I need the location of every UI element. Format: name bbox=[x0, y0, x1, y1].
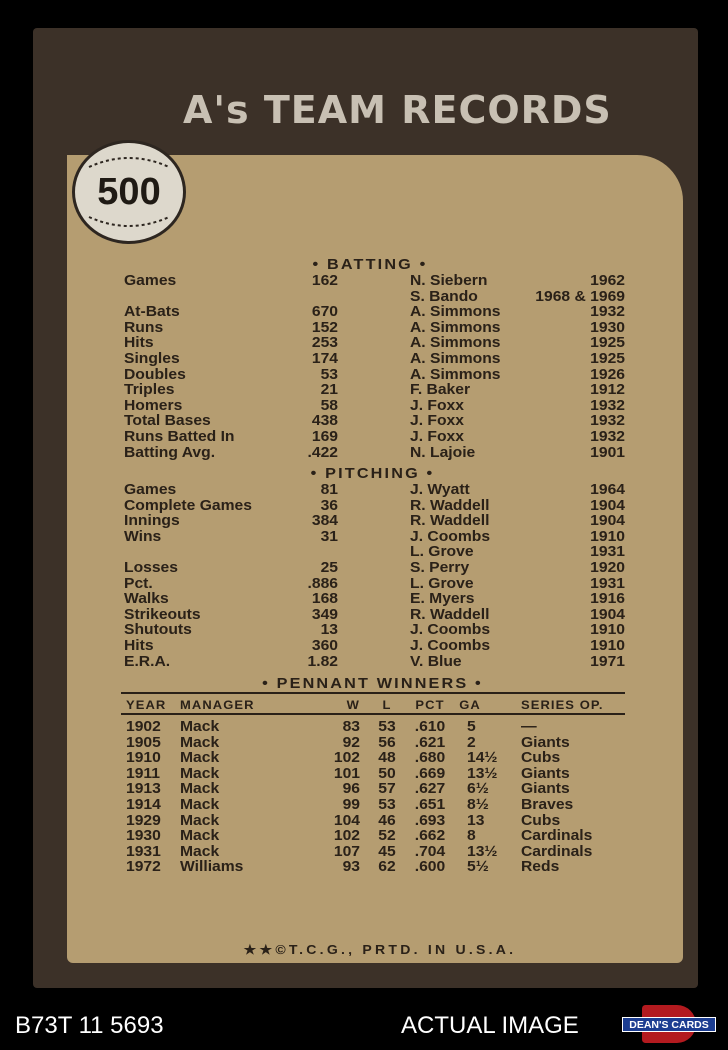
pitching-record-year: 1931 bbox=[590, 544, 625, 561]
pitching-header: • PITCHING • bbox=[310, 465, 435, 482]
pennant-manager: Mack bbox=[180, 828, 220, 845]
pennant-series-opponent: Cubs bbox=[521, 812, 561, 829]
batting-stat-value: 162 bbox=[311, 273, 338, 289]
batting-record-year: 1932 bbox=[590, 429, 625, 445]
pennant-header: • PENNANT WINNERS • bbox=[262, 675, 483, 692]
pennant-year: 1905 bbox=[126, 734, 161, 751]
pitching-stat-value: 349 bbox=[311, 606, 338, 623]
batting-record-holder: J. Foxx bbox=[410, 397, 464, 414]
pennant-wins: 83 bbox=[342, 719, 360, 735]
pitching-record-holder: S. Perry bbox=[410, 560, 470, 576]
pitching-record-year: 1910 bbox=[590, 622, 625, 639]
batting-stat-label: Hits bbox=[124, 335, 154, 352]
pennant-header-rule bbox=[121, 713, 625, 715]
pitching-stat-label: Pct. bbox=[124, 575, 153, 592]
pitching-stat-label: Strikeouts bbox=[124, 606, 201, 623]
inventory-code: B73T 11 5693 bbox=[15, 1012, 164, 1039]
pitching-stat-label: Shutouts bbox=[124, 622, 192, 639]
pitching-stat-value: 384 bbox=[311, 513, 338, 530]
pitching-stat-value: 168 bbox=[311, 591, 338, 608]
pitching-record-holder: J. Coombs bbox=[410, 622, 491, 639]
pennant-losses: 57 bbox=[378, 781, 396, 798]
pennant-series-opponent: Cardinals bbox=[521, 843, 593, 860]
batting-record-year: 1926 bbox=[590, 366, 625, 383]
pitching-stat-label: Complete Games bbox=[124, 497, 252, 514]
batting-stat-label: Batting Avg. bbox=[124, 444, 216, 461]
batting-record-year: 1968 & 1969 bbox=[535, 288, 625, 305]
pennant-pct: .693 bbox=[414, 812, 446, 829]
batting-stat-value: 253 bbox=[311, 335, 338, 352]
batting-record-year: 1932 bbox=[590, 397, 625, 414]
pennant-series-opponent: Giants bbox=[521, 781, 570, 798]
pitching-record-holder: L. Grove bbox=[410, 544, 474, 561]
pennant-games-ahead: 13½ bbox=[467, 843, 498, 860]
copyright-line: ★★©T.C.G., PRTD. IN U.S.A. bbox=[243, 942, 517, 957]
batting-stat-label: Runs bbox=[124, 319, 164, 336]
pitching-record-holder: E. Myers bbox=[410, 591, 475, 608]
column-year: YEAR bbox=[126, 698, 167, 712]
pennant-games-ahead: 13 bbox=[467, 812, 485, 829]
batting-stat-value: 58 bbox=[320, 397, 338, 414]
pennant-games-ahead: 5½ bbox=[467, 859, 489, 876]
pitching-record-year: 1916 bbox=[590, 591, 625, 608]
pennant-losses: 62 bbox=[378, 859, 396, 876]
pennant-manager: Mack bbox=[180, 765, 220, 782]
pennant-wins: 101 bbox=[333, 765, 360, 782]
pennant-wins: 92 bbox=[342, 734, 360, 751]
pennant-pct: .651 bbox=[414, 797, 446, 813]
pennant-manager: Williams bbox=[180, 859, 244, 876]
pennant-games-ahead: 14½ bbox=[467, 750, 498, 767]
batting-record-year: 1930 bbox=[590, 319, 625, 336]
pennant-games-ahead: 8½ bbox=[467, 797, 489, 813]
pitching-stat-value: 81 bbox=[320, 482, 338, 498]
batting-record-year: 1932 bbox=[590, 304, 625, 321]
batting-record-holder: S. Bando bbox=[410, 288, 478, 305]
pitching-record-year: 1931 bbox=[590, 575, 625, 592]
card-number: 500 bbox=[97, 171, 161, 213]
batting-record-year: 1925 bbox=[590, 335, 625, 352]
batting-stat-label: Total Bases bbox=[124, 413, 211, 430]
pitching-stat-value: .886 bbox=[307, 575, 338, 592]
pennant-games-ahead: 2 bbox=[467, 734, 476, 751]
pennant-series-opponent: — bbox=[521, 719, 537, 735]
pennant-wins: 102 bbox=[333, 750, 360, 767]
pennant-games-ahead: 6½ bbox=[467, 781, 489, 798]
batting-record-holder: N. Lajoie bbox=[410, 444, 476, 461]
batting-record-holder: J. Foxx bbox=[410, 413, 464, 430]
pennant-series-opponent: Giants bbox=[521, 734, 570, 751]
pennant-series-opponent: Cardinals bbox=[521, 828, 593, 845]
batting-stat-value: 21 bbox=[320, 382, 338, 399]
pennant-games-ahead: 5 bbox=[467, 719, 476, 735]
batting-record-holder: N. Siebern bbox=[410, 273, 488, 289]
pennant-series-opponent: Giants bbox=[521, 765, 570, 782]
pennant-year: 1930 bbox=[126, 828, 161, 845]
pitching-record-year: 1920 bbox=[590, 560, 625, 576]
pitching-stat-label: Games bbox=[124, 482, 177, 498]
batting-stat-value: 53 bbox=[320, 366, 338, 383]
batting-stat-value: 152 bbox=[311, 319, 338, 336]
pitching-record-year: 1910 bbox=[590, 528, 625, 545]
pitching-stat-value: 31 bbox=[320, 528, 338, 545]
deans-cards-logo bbox=[622, 1005, 716, 1043]
pennant-losses: 50 bbox=[378, 765, 396, 782]
pennant-losses: 46 bbox=[378, 812, 396, 829]
pennant-wins: 96 bbox=[342, 781, 360, 798]
pennant-losses: 56 bbox=[378, 734, 396, 751]
pennant-year: 1929 bbox=[126, 812, 161, 829]
batting-record-year: 1912 bbox=[590, 382, 625, 399]
pennant-series-opponent: Braves bbox=[521, 797, 574, 813]
pennant-wins: 102 bbox=[333, 828, 360, 845]
pitching-stat-label: Hits bbox=[124, 638, 154, 654]
pitching-stat-value: 36 bbox=[320, 497, 338, 514]
baseball-icon bbox=[72, 140, 186, 244]
pennant-year: 1931 bbox=[126, 843, 161, 860]
pennant-wins: 107 bbox=[333, 843, 360, 860]
pitching-stat-label: Wins bbox=[124, 528, 162, 545]
pennant-series-opponent: Reds bbox=[521, 859, 560, 876]
pitching-record-year: 1904 bbox=[590, 606, 625, 623]
pennant-games-ahead: 8 bbox=[467, 828, 476, 845]
pennant-year: 1911 bbox=[126, 765, 160, 782]
pennant-wins: 93 bbox=[342, 859, 360, 876]
pennant-pct: .662 bbox=[414, 828, 446, 845]
batting-record-year: 1901 bbox=[590, 444, 625, 461]
batting-stat-value: .422 bbox=[307, 444, 338, 461]
batting-stat-label: Homers bbox=[124, 397, 183, 414]
pitching-stat-label: Walks bbox=[124, 591, 169, 608]
pitching-record-holder: R. Waddell bbox=[410, 497, 490, 514]
pennant-losses: 53 bbox=[378, 797, 396, 813]
pitching-record-holder: V. Blue bbox=[410, 653, 462, 670]
pitching-record-year: 1904 bbox=[590, 513, 625, 530]
pennant-manager: Mack bbox=[180, 812, 220, 829]
column-manager: MANAGER bbox=[180, 698, 255, 712]
pitching-record-year: 1971 bbox=[590, 653, 625, 670]
pitching-stat-label: Losses bbox=[124, 560, 178, 576]
pennant-games-ahead: 13½ bbox=[467, 765, 498, 782]
pitching-stat-value: 1.82 bbox=[307, 653, 338, 670]
pitching-record-year: 1904 bbox=[590, 497, 625, 514]
pitching-record-holder: J. Coombs bbox=[410, 528, 491, 545]
pennant-manager: Mack bbox=[180, 734, 220, 751]
batting-record-year: 1925 bbox=[590, 351, 625, 367]
pennant-pct: .600 bbox=[414, 859, 446, 876]
pennant-pct: .680 bbox=[414, 750, 446, 767]
batting-record-holder: J. Foxx bbox=[410, 429, 464, 445]
pitching-stat-label: Innings bbox=[124, 513, 180, 530]
pitching-stat-value: 360 bbox=[311, 638, 338, 654]
batting-stat-value: 169 bbox=[311, 429, 338, 445]
pennant-year: 1972 bbox=[126, 859, 161, 876]
pitching-record-holder: R. Waddell bbox=[410, 606, 490, 623]
logo-text: DEAN'S CARDS bbox=[622, 1017, 716, 1032]
pennant-manager: Mack bbox=[180, 719, 220, 735]
column-w: W bbox=[346, 698, 360, 712]
batting-stat-value: 670 bbox=[311, 304, 338, 321]
pitching-record-holder: J. Wyatt bbox=[410, 482, 470, 498]
batting-record-holder: F. Baker bbox=[410, 382, 471, 399]
pennant-top-rule bbox=[121, 692, 625, 694]
column-l: L bbox=[382, 698, 392, 712]
pennant-manager: Mack bbox=[180, 781, 220, 798]
batting-record-holder: A. Simmons bbox=[410, 366, 501, 383]
card-title: A's TEAM RECORDS bbox=[183, 88, 612, 132]
batting-record-holder: A. Simmons bbox=[410, 335, 501, 352]
batting-stat-value: 438 bbox=[311, 413, 338, 430]
pitching-record-year: 1964 bbox=[590, 482, 625, 498]
pitching-stat-value: 25 bbox=[320, 560, 338, 576]
pitching-record-holder: J. Coombs bbox=[410, 638, 491, 654]
batting-stat-label: Triples bbox=[124, 382, 175, 399]
batting-stat-label: Singles bbox=[124, 351, 180, 367]
pennant-pct: .627 bbox=[414, 781, 446, 798]
batting-stat-label: Runs Batted In bbox=[124, 429, 235, 445]
pennant-year: 1902 bbox=[126, 719, 161, 735]
batting-record-holder: A. Simmons bbox=[410, 304, 501, 321]
batting-stat-label: At-Bats bbox=[124, 304, 180, 321]
pennant-pct: .610 bbox=[414, 719, 446, 735]
pitching-stat-value: 13 bbox=[320, 622, 338, 639]
pitching-record-year: 1910 bbox=[590, 638, 625, 654]
pennant-losses: 45 bbox=[378, 843, 396, 860]
batting-record-holder: A. Simmons bbox=[410, 319, 501, 336]
pitching-stat-label: E.R.A. bbox=[124, 653, 171, 670]
pennant-pct: .669 bbox=[414, 765, 446, 782]
batting-stat-label: Doubles bbox=[124, 366, 186, 383]
column-pct: PCT bbox=[415, 698, 445, 712]
pitching-record-holder: R. Waddell bbox=[410, 513, 490, 530]
batting-record-year: 1962 bbox=[590, 273, 625, 289]
pennant-year: 1913 bbox=[126, 781, 161, 798]
batting-record-holder: A. Simmons bbox=[410, 351, 501, 367]
batting-header: • BATTING • bbox=[312, 256, 428, 273]
pennant-manager: Mack bbox=[180, 843, 220, 860]
pennant-losses: 52 bbox=[378, 828, 396, 845]
pennant-wins: 104 bbox=[333, 812, 360, 829]
batting-stat-label: Games bbox=[124, 273, 177, 289]
pitching-record-holder: L. Grove bbox=[410, 575, 474, 592]
pennant-pct: .621 bbox=[414, 734, 446, 751]
batting-record-year: 1932 bbox=[590, 413, 625, 430]
pennant-losses: 53 bbox=[378, 719, 396, 735]
pennant-manager: Mack bbox=[180, 750, 220, 767]
pennant-year: 1914 bbox=[126, 797, 161, 813]
pennant-year: 1910 bbox=[126, 750, 161, 767]
batting-stat-value: 174 bbox=[311, 351, 338, 367]
pennant-series-opponent: Cubs bbox=[521, 750, 561, 767]
actual-image-label: ACTUAL IMAGE bbox=[401, 1012, 579, 1039]
column-ga: GA bbox=[459, 698, 481, 712]
pennant-manager: Mack bbox=[180, 797, 220, 813]
pennant-wins: 99 bbox=[342, 797, 360, 813]
pennant-losses: 48 bbox=[378, 750, 396, 767]
column-series: SERIES OP. bbox=[521, 698, 604, 712]
pennant-pct: .704 bbox=[414, 843, 446, 860]
